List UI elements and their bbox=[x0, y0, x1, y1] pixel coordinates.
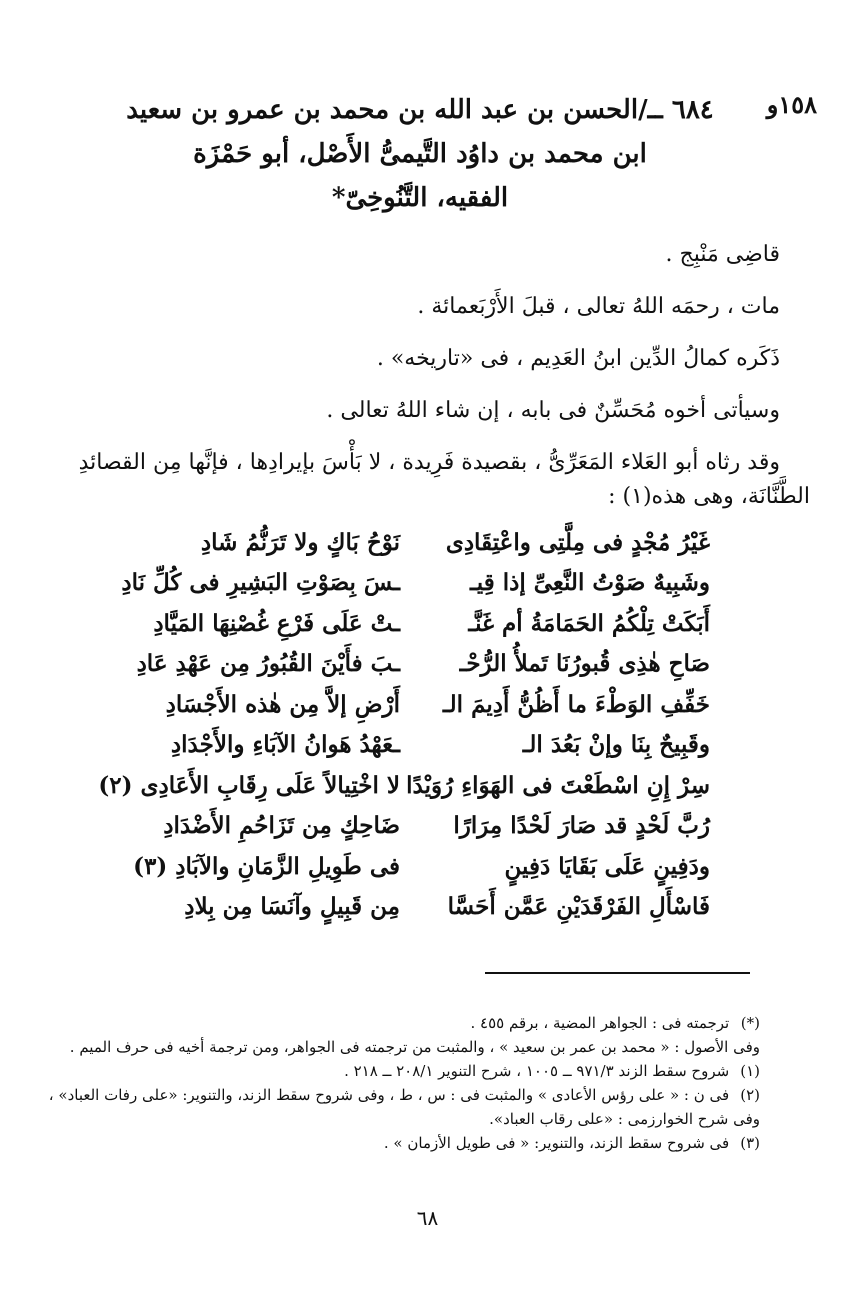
verse-second-hemistich: ـعَهْدُ هَوانُ الآبَاءِ والأَجْدَادِ bbox=[170, 731, 400, 759]
verse-second-hemistich: لا اخْتِيالاً عَلَى رِقَابِ الأَعَادِى (٢) bbox=[98, 771, 400, 799]
footnote bbox=[48, 1084, 760, 1106]
footnote bbox=[60, 1036, 760, 1058]
footnote bbox=[60, 1060, 760, 1082]
paragraph: قاضِى مَنْبِج . bbox=[665, 242, 780, 267]
footnote-text: ترجمته فى : الجواهر المضية ، برقم ٤٥٥ . bbox=[470, 1014, 730, 1032]
footnote-number: (٢) bbox=[740, 1086, 760, 1104]
verse-first-hemistich: وقَبِيحٌ بِنَا وإنْ بَعُدَ الـ bbox=[522, 731, 710, 759]
paragraph: الطَّنَّانَة، وهى هذه(١) : bbox=[608, 484, 810, 509]
verse bbox=[110, 644, 710, 685]
paragraph: وقد رثاه أبو العَلاء المَعَرِّىُّ ، بقصيدة فَرِيدة ، لا بَأْسَ بإيرادِها ، فإنَّها مِن القصائدِ bbox=[78, 450, 780, 475]
footnote-number: (٣) bbox=[740, 1134, 760, 1152]
footnote-number: (*) bbox=[740, 1014, 760, 1032]
verse bbox=[110, 563, 710, 604]
footnote-text: وفى شرح الخوارزمى : «على رقاب العباد». bbox=[489, 1110, 760, 1128]
footnote bbox=[60, 1108, 760, 1130]
verse bbox=[110, 603, 710, 644]
footnote-divider bbox=[485, 972, 750, 974]
verse bbox=[98, 765, 710, 806]
heading-line-2: ابن محمد بن داوُد التَّيمىُّ الأَصْل، أبو حَمْزَة bbox=[193, 139, 647, 169]
verse-first-hemistich: صَاحِ هٰذِى قُبورُنَا تَملأُ الرُّحْـ bbox=[459, 650, 710, 678]
paragraph: وسيأتى أخوه مُحَسِّنٌ فى بابه ، إن شاء اللهُ تعالى . bbox=[326, 398, 780, 423]
verse-second-hemistich: مِن قَبِيلٍ وآنَسَا مِن بِلادِ bbox=[184, 893, 400, 921]
page-number: ٦٨ bbox=[416, 1206, 439, 1230]
verse-first-hemistich: وشَبِيهٌ صَوْتُ النَّعِىِّ إذا قِيـ bbox=[470, 569, 710, 597]
verse-second-hemistich: ـتْ عَلَى فَرْعِ غُصْنِهَا المَيَّادِ bbox=[153, 609, 400, 637]
footnote-text: وفى الأصول : « محمد بن عمر بن سعيد » ، والمثبت من ترجمته فى الجواهر، ومن ترجمة أخيه فى حرف الميم . bbox=[69, 1038, 760, 1056]
poem bbox=[98, 522, 710, 927]
verse-second-hemistich: ضَاحِكٍ مِن تَزَاحُمِ الأَضْدَادِ bbox=[163, 812, 400, 840]
verse bbox=[110, 806, 710, 847]
footnotes bbox=[48, 1012, 760, 1156]
footnote bbox=[60, 1012, 760, 1034]
entry-body bbox=[50, 240, 810, 534]
footnote bbox=[60, 1132, 760, 1154]
footnote-text: فى ن : « على رؤس الأعادى » والمثبت فى : س ، ط ، وفى شروح سقط الزند، والتنوير: «على رفات العباد» ، bbox=[48, 1086, 730, 1104]
verse-first-hemistich: غَيْرُ مُجْدٍ فى مِلَّتِى واعْتِقَادِى bbox=[445, 528, 710, 556]
verse-first-hemistich: خَفِّفِ الوَطْءَ ما أَظُنُّ أَدِيمَ الـ bbox=[442, 690, 710, 718]
verse bbox=[110, 684, 710, 725]
verse-first-hemistich: أَبَكَتْ تِلْكُمُ الحَمَامَةُ أم غَنَّـ bbox=[468, 609, 710, 637]
footnote-text: شروح سقط الزند ٩٧١/٣ ــ ١٠٠٥ ، شرح التنوير ٢٠٨/١ ــ ٢١٨ . bbox=[344, 1062, 730, 1080]
verse-first-hemistich: فَاسْأَلِ الفَرْقَدَيْنِ عَمَّن أَحَسَّا bbox=[447, 893, 710, 921]
footnote-number: (١) bbox=[740, 1062, 760, 1080]
verse bbox=[110, 522, 710, 563]
verse-second-hemistich: فى طَوِيلِ الزَّمَانِ والآبَادِ (٣) bbox=[133, 852, 400, 880]
verse-first-hemistich: رُبَّ لَحْدٍ قد صَارَ لَحْدًا مِرَارًا bbox=[453, 812, 710, 840]
verse bbox=[110, 887, 710, 928]
verse bbox=[110, 846, 710, 887]
verse-second-hemistich: نَوْحُ بَاكٍ ولا تَرَنُّمُ شَادِ bbox=[200, 528, 400, 556]
entry-heading bbox=[100, 88, 740, 220]
verse-second-hemistich: ـسَ بِصَوْتِ البَشِيرِ فى كُلِّ نَادِ bbox=[121, 569, 400, 597]
paragraph: ذَكَره كمالُ الدِّين ابنُ العَدِيم ، فى «تاريخه» . bbox=[376, 346, 780, 371]
verse-first-hemistich: ودَفِينٍ عَلَى بَقَايَا دَفِينٍ bbox=[504, 852, 710, 880]
heading-line-3: الفقيه، التَّنُوخِىّ* bbox=[331, 183, 509, 213]
folio-marker: ١٥٨و bbox=[766, 90, 817, 119]
heading-line-1: ٦٨٤ ــ/الحسن بن عبد الله بن محمد بن عمرو بن سعيد bbox=[126, 95, 714, 125]
verse-second-hemistich: ـبَ فأَيْنَ القُبُورُ مِن عَهْدِ عَادِ bbox=[136, 650, 400, 678]
paragraph: مات ، رحمَه اللهُ تعالى ، قبلَ الأَرْبَعمائة . bbox=[417, 294, 780, 319]
verse-first-hemistich: سِرْ إِنِ اسْطَعْتَ فى الهَوَاءِ رُوَيْدًا bbox=[406, 771, 710, 799]
footnote-text: فى شروح سقط الزند، والتنوير: « فى طويل الأزمان » . bbox=[383, 1134, 730, 1152]
verse-second-hemistich: أَرْضِ إلاَّ مِن هٰذه الأَجْسَادِ bbox=[165, 690, 400, 718]
verse bbox=[110, 725, 710, 766]
